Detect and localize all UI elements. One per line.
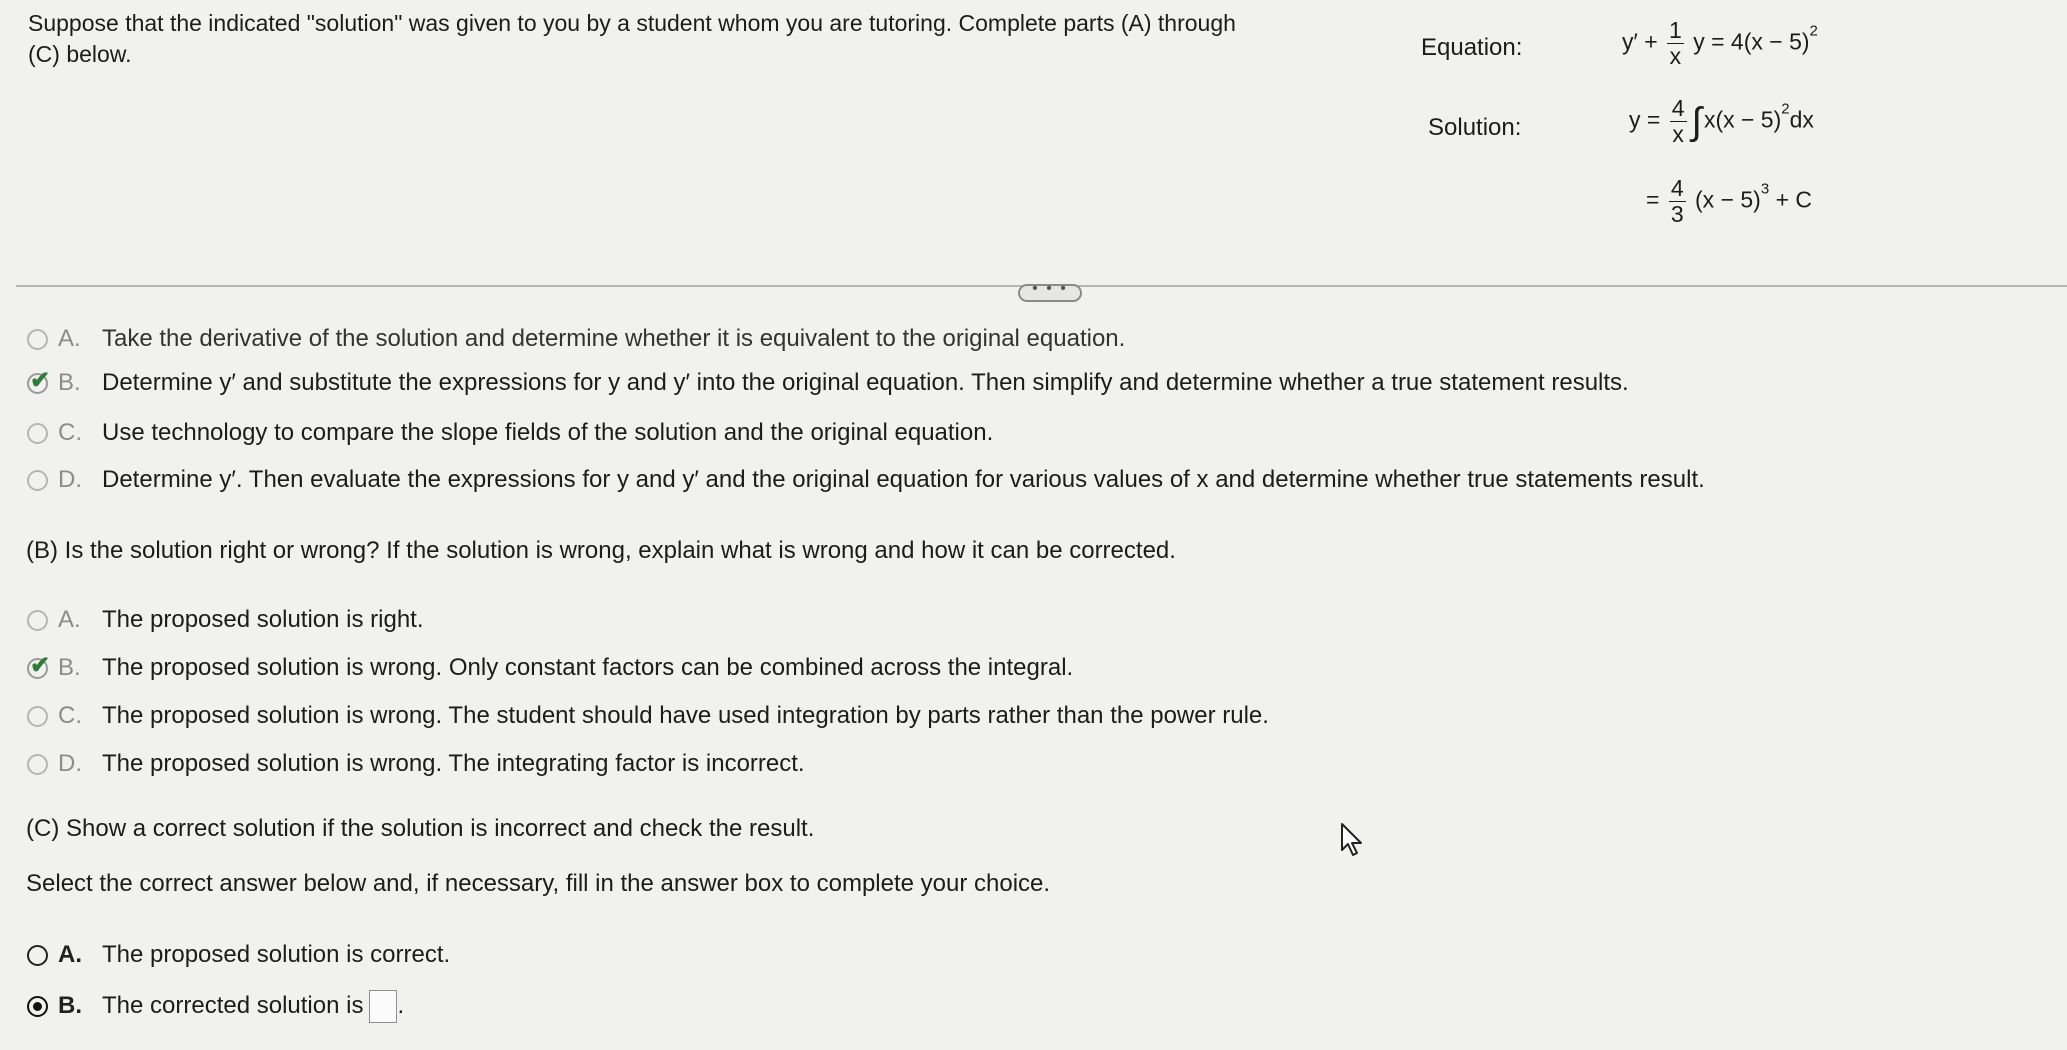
checkmark-icon: ✔ bbox=[30, 651, 51, 679]
solution-line-1-integrand: x(x − 5) bbox=[1703, 106, 1782, 133]
partA-option-c[interactable] bbox=[27, 416, 993, 450]
radio-icon[interactable] bbox=[27, 996, 48, 1017]
solution-line-2-prefix: = bbox=[1646, 186, 1660, 213]
solution-line-2-tail: + C bbox=[1775, 186, 1813, 213]
equation-fraction bbox=[1667, 18, 1684, 69]
solution-line-2-denominator: 3 bbox=[1670, 201, 1684, 227]
equation-exponent: 2 bbox=[1809, 22, 1818, 40]
expand-handle[interactable]: • • • bbox=[1018, 284, 1082, 302]
equation-label: Equation: bbox=[1421, 34, 1523, 61]
partA-option-b[interactable] bbox=[27, 366, 1629, 400]
partB-option-a[interactable] bbox=[27, 603, 424, 637]
problem-intro: Suppose that the indicated "solution" was given to you by a student whom you are tutoring. Complete parts (A) through (C) below. bbox=[28, 10, 1236, 67]
partB-question: (B) Is the solution right or wrong? If the solution is wrong, explain what is wrong and how it can be corrected. bbox=[26, 537, 1176, 564]
option-text: The proposed solution is right. bbox=[102, 606, 424, 633]
option-text: The corrected solution is bbox=[102, 992, 364, 1019]
radio-icon[interactable] bbox=[27, 366, 51, 394]
solution-label: Solution: bbox=[1428, 114, 1522, 141]
integral-sign: ∫ bbox=[1691, 100, 1702, 143]
option-text: The proposed solution is wrong. Only constant factors can be combined across the integral. bbox=[102, 654, 1074, 681]
option-letter: C. bbox=[58, 419, 82, 446]
mouse-cursor-icon bbox=[1340, 822, 1366, 858]
option-letter: A. bbox=[58, 606, 81, 633]
answer-input-box[interactable] bbox=[369, 990, 397, 1023]
option-text: The proposed solution is correct. bbox=[102, 941, 451, 968]
solution-line-1-tail: dx bbox=[1789, 106, 1814, 133]
radio-icon[interactable] bbox=[27, 754, 48, 775]
equation-lhs-suffix: y = 4(x − 5) bbox=[1693, 28, 1810, 55]
solution-line-2-body: (x − 5) bbox=[1695, 186, 1761, 213]
equation-fraction-numerator: 1 bbox=[1669, 17, 1682, 43]
option-letter: D. bbox=[58, 466, 82, 493]
solution-line-1-numerator: 4 bbox=[1671, 95, 1685, 121]
partB-option-c[interactable] bbox=[27, 699, 1269, 733]
option-letter: D. bbox=[58, 750, 82, 777]
partC-option-b[interactable] bbox=[27, 989, 404, 1023]
option-letter: C. bbox=[58, 702, 82, 729]
equation-fraction-denominator: x bbox=[1669, 43, 1682, 69]
radio-icon[interactable] bbox=[27, 423, 48, 444]
option-text: Take the derivative of the solution and determine whether it is equivalent to the original equation. bbox=[102, 325, 1126, 352]
solution-line-2-numerator: 4 bbox=[1670, 175, 1684, 201]
checkmark-icon: ✔ bbox=[30, 366, 51, 394]
radio-icon[interactable] bbox=[27, 945, 48, 966]
option-text: The proposed solution is wrong. The student should have used integration by parts rather than the power rule. bbox=[102, 702, 1269, 729]
equation-expression bbox=[1622, 18, 1818, 69]
option-text: The proposed solution is wrong. The integrating factor is incorrect. bbox=[102, 750, 805, 777]
option-letter: B. bbox=[58, 992, 82, 1019]
solution-line-2-fraction bbox=[1669, 176, 1686, 227]
option-letter: B. bbox=[58, 654, 81, 681]
equation-lhs-prefix: y′ + bbox=[1622, 28, 1658, 55]
solution-line-1-denominator: x bbox=[1672, 121, 1684, 147]
partA-option-d[interactable] bbox=[27, 463, 1705, 497]
partB-option-d[interactable] bbox=[27, 747, 805, 781]
partC-instruction: Select the correct answer below and, if necessary, fill in the answer box to complete your choice. bbox=[26, 870, 1051, 897]
solution-line-2 bbox=[1646, 176, 1812, 227]
option-letter: A. bbox=[58, 941, 82, 968]
option-text: Determine y′. Then evaluate the expressions for y and y′ and the original equation for various values of x and determine whether true statements result. bbox=[102, 466, 1705, 493]
solution-line-2-exponent: 3 bbox=[1760, 180, 1770, 198]
partB-option-b[interactable] bbox=[27, 651, 1073, 685]
radio-icon[interactable] bbox=[27, 470, 48, 491]
option-letter: B. bbox=[58, 369, 81, 396]
solution-line-1-fraction bbox=[1670, 96, 1687, 147]
radio-icon[interactable] bbox=[27, 610, 48, 631]
radio-icon[interactable] bbox=[27, 329, 48, 350]
radio-icon[interactable] bbox=[27, 651, 51, 679]
option-text: Determine y′ and substitute the expressions for y and y′ into the original equation. Then simplify and determine whether a true statement results. bbox=[102, 369, 1629, 396]
option-letter: A. bbox=[58, 325, 81, 352]
radio-icon[interactable] bbox=[27, 706, 48, 727]
option-text: Use technology to compare the slope fields of the solution and the original equation. bbox=[102, 419, 994, 446]
solution-line-1-exponent: 2 bbox=[1781, 100, 1790, 118]
option-suffix: . bbox=[397, 992, 405, 1019]
partC-question: (C) Show a correct solution if the solution is incorrect and check the result. bbox=[26, 815, 815, 842]
partC-option-a[interactable] bbox=[27, 938, 450, 972]
solution-line-1-prefix: y = bbox=[1629, 106, 1661, 133]
solution-line-1 bbox=[1629, 96, 1814, 147]
partA-option-a[interactable] bbox=[27, 322, 1125, 356]
